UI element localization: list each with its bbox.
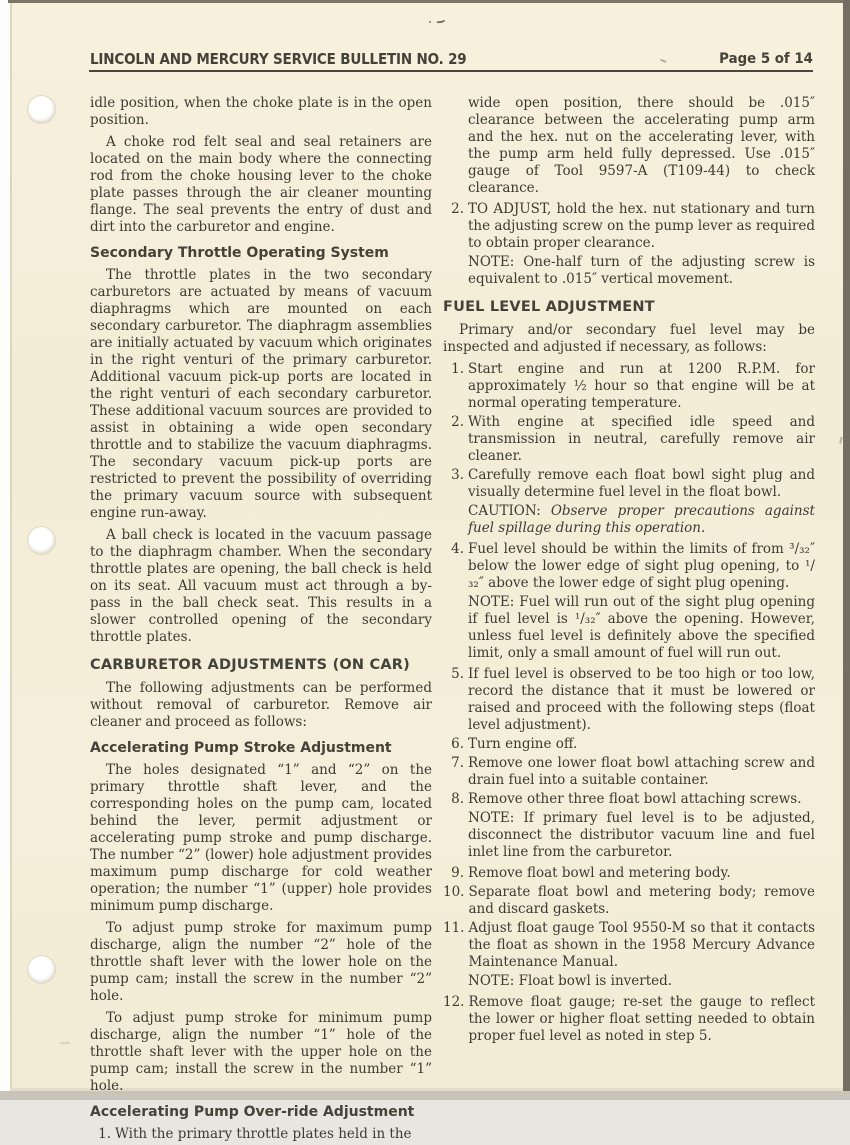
right-column [443, 95, 815, 1047]
list-number: 3. [451, 467, 464, 483]
subsection-heading: Accelerating Pump Stroke Adjustment [90, 740, 392, 756]
list-number: 4. [451, 541, 464, 557]
subsection-heading: Accelerating Pump Over-ride Adjustment [90, 1104, 415, 1120]
list-item [443, 736, 815, 753]
paragraph: The throttle plates in the two secondary carburetors are actuated by means of vacuum diaphragms which are mounted on each secondary carburetor. The diaphragm assemblies are initially actuated by vacuum which originates in the right venturi of the primary carburetor. Additional vacuum pick-up ports are located in the right venturi of each secondary carburetor. These additional vacuum sources are provided to assist in obtaining a wide open secondary throttle and to stabilize the vacuum diaphragms. The secondary vacuum pick-up ports are restricted to prevent the possibility of overriding the primary vacuum source with subsequent engine run-away. [90, 267, 432, 521]
list-item [90, 1126, 432, 1143]
list-number: 9. [451, 865, 464, 881]
list-item-text: Turn engine off. [468, 736, 578, 752]
list-number: 2. [451, 414, 464, 430]
list-item [443, 884, 815, 918]
paragraph: A ball check is located in the vacuum passage to the diaphragm chamber. When the secondary throttle plates are opening, the ball check is held on its seat. All vacuum must act through a by-pass in the ball check seat. This results in a slower controlled opening of the secondary throttle plates. [90, 527, 432, 645]
scan-mark [60, 1037, 71, 1044]
list-item-continuation: wide open position, there should be .015″ clearance between the accelerating pump arm and the hex. nut on the accelerating lever, with the pump arm held fully depressed. Use .015″ gauge of Tool 9597-A (T109-44) to check clearance. [468, 95, 815, 196]
punch-hole-top [28, 96, 55, 123]
list-item-text: Remove float gauge; re-set the gauge to reflect the lower or higher float setting needed to obtain proper fuel level as noted in step 5. [468, 994, 815, 1044]
list-item-text: If fuel level is observed to be too high or too low, record the distance that it must be lowered or raised and proceed with the following steps (float level adjustment). [468, 666, 815, 733]
list-item-text: Separate float bowl and metering body; remove and discard gaskets. [468, 884, 815, 917]
caution-text: Observe proper precautions against fuel spillage during this operation. [468, 503, 815, 536]
list-number: 11. [443, 920, 465, 936]
header-rule [89, 70, 813, 72]
list-item-text: TO ADJUST, hold the hex. nut stationary and turn the adjusting screw on the pump lever as required to obtain proper clearance. [468, 201, 815, 251]
note: NOTE: One-half turn of the adjusting screw is equivalent to .015″ vertical movement. [468, 254, 815, 287]
caution-prefix: CAUTION: [468, 503, 551, 519]
paragraph: Primary and/or secondary fuel level may be inspected and adjusted if necessary, as follows: [443, 322, 815, 355]
scanner-background-strip [0, 0, 10, 1100]
paragraph: The holes designated “1” and “2” on the primary throttle shaft lever, and the corresponding holes on the pump cam, located behind the lever, permit adjustment or accelerating pump stroke and pump discharge. The number “2” (lower) hole adjustment provides maximum pump discharge for cold weather operation; the number “1” (upper) hole provides minimum pump discharge. [90, 762, 432, 914]
list-item-text: Remove float bowl and metering body. [468, 865, 731, 881]
list-item [443, 414, 815, 465]
scan-edge-top [8, 0, 850, 3]
list-item-text: Fuel level should be within the limits of from ³/₃₂″ below the lower edge of sight plug opening, to ¹/₃₂″ above the lower edge of sight plug opening. [468, 541, 815, 591]
list-number: 7. [451, 755, 464, 771]
list-item [443, 994, 815, 1045]
punch-hole-middle [28, 527, 55, 554]
list-item [443, 467, 815, 501]
page-left-edge-shadow [10, 3, 12, 1091]
paragraph: To adjust pump stroke for maximum pump discharge, align the number “2” hole of the throttle shaft lever with the lower hole on the pump cam; install the screw in the number “2” hole. [90, 920, 432, 1004]
subsection-heading: Secondary Throttle Operating System [90, 245, 389, 261]
list-item [443, 361, 815, 412]
scan-mark [429, 21, 431, 23]
caution-note [468, 503, 815, 537]
paragraph: idle position, when the choke plate is in the open position. [90, 95, 432, 128]
paragraph: The following adjustments can be performed without removal of carburetor. Remove air cleaner and proceed as follows: [90, 680, 432, 730]
list-number: 12. [443, 994, 465, 1010]
list-item [443, 791, 815, 808]
note: NOTE: Float bowl is inverted. [468, 973, 673, 989]
note: NOTE: Fuel will run out of the sight plug opening if fuel level is ¹/₃₂″ above the opening. However, unless fuel level is definitely above the specified limit, only a small amount of fuel will run out. [468, 594, 815, 661]
paragraph: A choke rod felt seal and seal retainers are located on the main body where the connecting rod from the choke housing lever to the choke plate passes through the air cleaner mounting flange. The seal prevents the entry of dust and dirt into the carburetor and engine. [90, 134, 432, 235]
punch-hole-bottom [28, 956, 55, 983]
list-item [443, 920, 815, 971]
list-item-text: Adjust float gauge Tool 9550-M so that it contacts the float as shown in the 1958 Mercury Advance Maintenance Manual. [468, 920, 815, 970]
list-item [443, 201, 815, 252]
left-column [90, 95, 432, 1145]
paragraph: To adjust pump stroke for minimum pump discharge, align the number “1” hole of the throttle shaft lever with the upper hole on the pump cam; install the screw in the number “1” hole. [90, 1010, 432, 1094]
list-item [443, 541, 815, 592]
list-number: 5. [451, 666, 464, 682]
list-item [443, 865, 815, 882]
list-item-text: Remove other three float bowl attaching screws. [468, 791, 802, 807]
list-item-text: With the primary throttle plates held in the [115, 1126, 412, 1142]
list-number: 8. [451, 791, 464, 807]
list-item [443, 755, 815, 789]
list-number: 1. [451, 361, 464, 377]
list-number: 6. [451, 736, 464, 752]
list-item-text: Start engine and run at 1200 R.P.M. for approximately ½ hour so that engine will be at normal operating temperature. [468, 361, 815, 411]
list-number: 10. [443, 884, 465, 900]
scan-edge-right [843, 0, 850, 1093]
list-item-text: Carefully remove each float bowl sight plug and visually determine fuel level in the float bowl. [468, 467, 815, 500]
bulletin-title: LINCOLN AND MERCURY SERVICE BULLETIN NO. 29 [90, 50, 467, 68]
list-item-text: Remove one lower float bowl attaching screw and drain fuel into a suitable container. [468, 755, 815, 788]
list-item-text: With engine at specified idle speed and transmission in neutral, carefully remove air cleaner. [468, 414, 815, 464]
note: NOTE: If primary fuel level is to be adjusted, disconnect the distributor vacuum line and fuel inlet line from the carburetor. [468, 810, 815, 860]
section-heading: CARBURETOR ADJUSTMENTS (ON CAR) [90, 657, 410, 673]
section-heading: FUEL LEVEL ADJUSTMENT [443, 299, 655, 315]
list-item [443, 666, 815, 734]
page-number-label: Page 5 of 14 [719, 51, 813, 67]
list-number: 1. [98, 1126, 111, 1142]
list-number: 2. [451, 201, 464, 217]
